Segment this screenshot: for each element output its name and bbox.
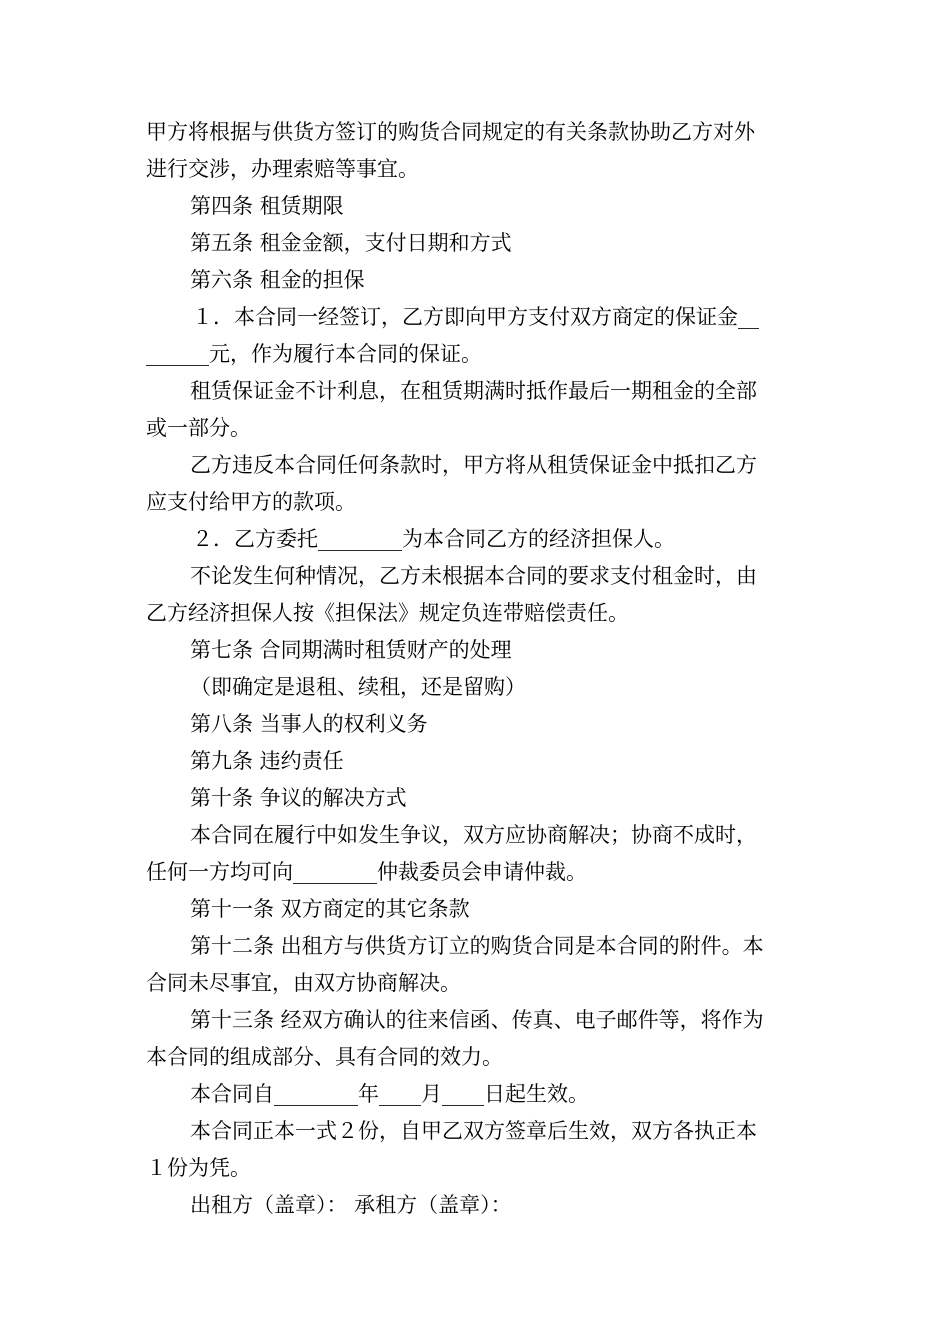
article-7-note <box>146 669 810 706</box>
signature-line <box>146 1187 810 1224</box>
text-line: 第七条 合同期满时租赁财产的处理 <box>190 638 512 662</box>
text-line: 应支付给甲方的款项。 <box>146 490 356 514</box>
article-6-heading <box>146 262 810 299</box>
text-line: 不论发生何种情况，乙方未根据本合同的要求支付租金时，由 <box>190 564 757 588</box>
contract-document-body <box>146 114 810 1224</box>
clause-6-1 <box>146 299 810 373</box>
text-line: 任何一方均可向________仲裁委员会申请仲裁。 <box>146 860 587 884</box>
text-line: 第五条 租金金额，支付日期和方式 <box>190 231 512 255</box>
article-13 <box>146 1002 810 1076</box>
text-line: 第六条 租金的担保 <box>190 268 365 292</box>
text-line: １．本合同一经签订，乙方即向甲方支付双方商定的保证金__ <box>192 305 759 329</box>
text-line: ______元，作为履行本合同的保证。 <box>146 342 482 366</box>
article-7-heading <box>146 632 810 669</box>
effective-date-clause <box>146 1076 810 1113</box>
paragraph-continuation <box>146 114 810 188</box>
article-4-heading <box>146 188 810 225</box>
text-line: 本合同在履行中如发生争议，双方应协商解决；协商不成时， <box>190 823 757 847</box>
text-line: 出租方（盖章）： 承租方（盖章）： <box>190 1193 512 1217</box>
text-line: 第四条 租赁期限 <box>190 194 344 218</box>
clause-deposit-interest <box>146 373 810 447</box>
article-12 <box>146 928 810 1002</box>
copies-clause <box>146 1113 810 1187</box>
clause-dispute-resolution <box>146 817 810 891</box>
text-line: 或一部分。 <box>146 416 251 440</box>
text-line: ２．乙方委托________为本合同乙方的经济担保人。 <box>192 527 675 551</box>
text-line: 第十三条 经双方确认的往来信函、传真、电子邮件等，将作为 <box>190 1008 764 1032</box>
text-line: 第十二条 出租方与供货方订立的购货合同是本合同的附件。本 <box>190 934 764 958</box>
text-line: 本合同正本一式２份，自甲乙双方签章后生效，双方各执正本 <box>190 1119 757 1143</box>
text-line: 本合同自________年____月____日起生效。 <box>190 1082 589 1106</box>
article-11-heading <box>146 891 810 928</box>
article-8-heading <box>146 706 810 743</box>
text-line: 乙方违反本合同任何条款时，甲方将从租赁保证金中抵扣乙方 <box>190 453 757 477</box>
text-line: 合同未尽事宜，由双方协商解决。 <box>146 971 461 995</box>
text-line: 第十一条 双方商定的其它条款 <box>190 897 470 921</box>
text-line: 第十条 争议的解决方式 <box>190 786 407 810</box>
clause-6-2 <box>146 521 810 558</box>
article-5-heading <box>146 225 810 262</box>
text-line: （即确定是退租、续租，还是留购） <box>190 675 526 699</box>
text-line: 乙方经济担保人按《担保法》规定负连带赔偿责任。 <box>146 601 629 625</box>
text-line: 第九条 违约责任 <box>190 749 344 773</box>
text-line: 第八条 当事人的权利义务 <box>190 712 428 736</box>
text-line: 甲方将根据与供货方签订的购货合同规定的有关条款协助乙方对外 <box>146 120 755 144</box>
text-line: １份为凭。 <box>146 1156 251 1180</box>
text-line: 进行交涉，办理索赔等事宜。 <box>146 157 419 181</box>
clause-deposit-deduction <box>146 447 810 521</box>
text-line: 租赁保证金不计利息，在租赁期满时抵作最后一期租金的全部 <box>190 379 757 403</box>
article-9-heading <box>146 743 810 780</box>
text-line: 本合同的组成部分、具有合同的效力。 <box>146 1045 503 1069</box>
clause-guarantor-liability <box>146 558 810 632</box>
article-10-heading <box>146 780 810 817</box>
